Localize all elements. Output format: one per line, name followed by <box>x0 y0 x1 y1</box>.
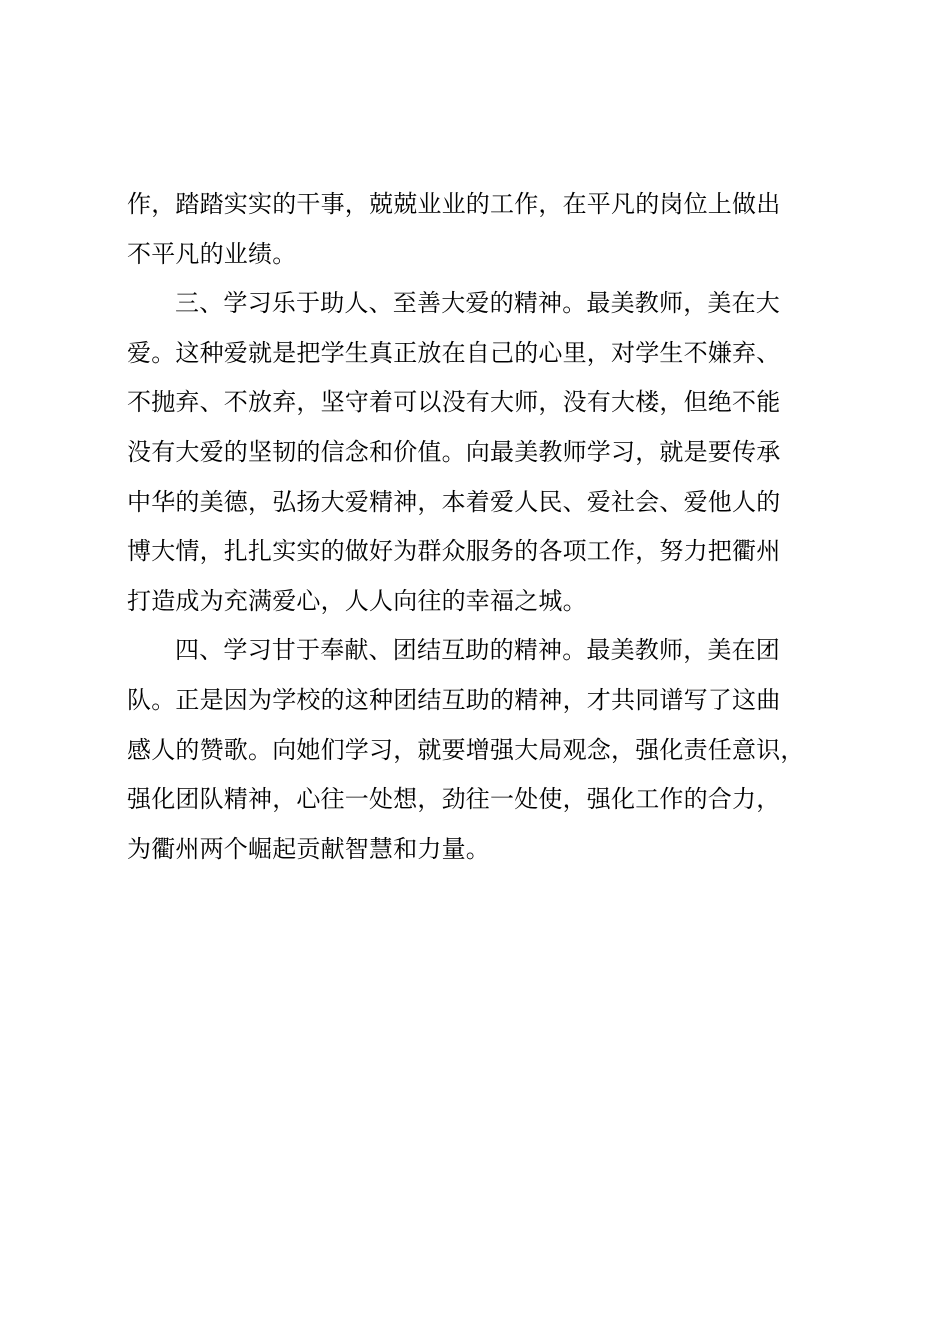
paragraph-line: 强化团队精神，心往一处想，劲往一处使，强化工作的合力， <box>127 785 781 814</box>
paragraph-line: 三、学习乐于助人、至善大爱的精神。最美教师，美在大 <box>175 289 780 318</box>
paragraph-line: 没有大爱的坚韧的信念和价值。向最美教师学习，就是要传承 <box>127 437 781 466</box>
paragraph-section-three <box>127 279 837 626</box>
paragraph-line: 打造成为充满爱心，人人向往的幸福之城。 <box>127 586 587 615</box>
paragraph-line: 四、学习甘于奉献、团结互助的精神。最美教师，美在团 <box>175 636 780 665</box>
paragraph-continuation <box>127 180 837 279</box>
document-body <box>127 180 837 874</box>
paragraph-line: 作，踏踏实实的干事，兢兢业业的工作，在平凡的岗位上做出 <box>127 190 781 218</box>
paragraph-line: 感人的赞歌。向她们学习，就要增强大局观念，强化责任意识， <box>127 735 805 764</box>
paragraph-line: 不抛弃、不放弃，坚守着可以没有大师，没有大楼，但绝不能 <box>127 388 781 417</box>
paragraph-line: 为衢州两个崛起贡献智慧和力量。 <box>127 834 490 863</box>
paragraph-line: 不平凡的业绩。 <box>127 239 297 268</box>
paragraph-line: 中华的美德，弘扬大爱精神，本着爱人民、爱社会、爱他人的 <box>127 487 781 516</box>
paragraph-line: 博大情，扎扎实实的做好为群众服务的各项工作，努力把衢州 <box>127 537 781 566</box>
paragraph-line: 队。正是因为学校的这种团结互助的精神，才共同谱写了这曲 <box>127 685 781 714</box>
paragraph-section-four <box>127 626 837 874</box>
paragraph-line: 爱。这种爱就是把学生真正放在自己的心里，对学生不嫌弃、 <box>127 338 781 367</box>
